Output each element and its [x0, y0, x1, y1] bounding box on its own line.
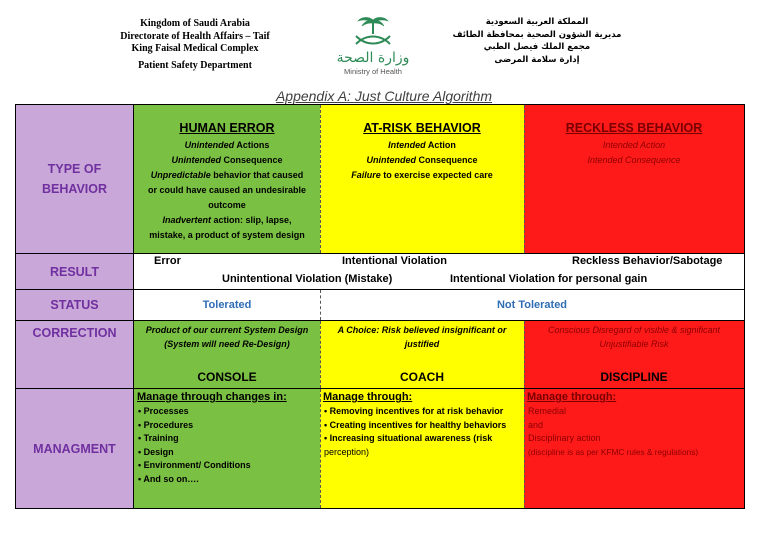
row-label-management: [16, 389, 134, 508]
list-item: • Removing incentives for at risk behavior: [324, 406, 504, 416]
list-item: • Training: [138, 433, 179, 443]
line-emph: Intended: [388, 140, 426, 150]
line-rest: behavior that caused: [210, 170, 304, 180]
logo-english-text: Ministry of Health: [344, 67, 402, 76]
result-unintentional: Unintentional Violation (Mistake): [222, 273, 393, 285]
column-divider: [524, 389, 525, 508]
column-divider: [320, 389, 321, 508]
result-cell: [134, 254, 744, 289]
line-emph: Unintended: [171, 155, 221, 165]
management-atrisk-cell: [320, 389, 524, 508]
reckless-lines: [524, 138, 744, 168]
line-emph: Intended: [602, 140, 638, 150]
header-left-line: Kingdom of Saudi Arabia: [140, 18, 250, 29]
column-divider: [524, 321, 525, 388]
line-rest: action: slip, lapse,: [210, 215, 292, 225]
line-emph: Unpredictable: [150, 170, 211, 180]
reckless-heading: RECKLESS BEHAVIOR: [565, 121, 703, 135]
reckless-cell: [524, 105, 744, 253]
row-label-status: [16, 290, 134, 320]
list-item: and: [528, 419, 544, 430]
management-human-heading: Manage through changes in:: [137, 391, 287, 403]
row-label-result: [16, 254, 134, 289]
line-rest: Consequence: [220, 155, 283, 165]
column-divider: [524, 105, 525, 253]
line-emph: Unintended: [366, 155, 416, 165]
header-left-line: Directorate of Health Affairs – Taif: [120, 30, 270, 42]
list-item: • Creating incentives for healthy behaviors: [324, 419, 507, 430]
row-label-type: [16, 105, 134, 253]
status-not-tolerated: Not Tolerated: [496, 299, 568, 311]
management-atrisk-list: [320, 405, 524, 459]
header-right-block: [452, 16, 622, 66]
row-label-correction-text: CORRECTION: [32, 326, 117, 340]
line-emph: Failure: [351, 170, 381, 180]
document-title: Appendix A: Just Culture Algorithm: [275, 88, 493, 104]
correction-atrisk-cell: [320, 321, 524, 388]
correction-atrisk-action: COACH: [400, 370, 444, 384]
correction-reckless-action: DISCIPLINE: [600, 370, 668, 384]
correction-human-action: CONSOLE: [197, 370, 257, 384]
human-error-cell: [134, 105, 320, 253]
management-reckless-heading: Manage through:: [527, 391, 617, 403]
line-rest: Consequence: [622, 155, 681, 165]
list-item: perception): [324, 446, 370, 457]
header-right-line: إدارة سلامة المرضى: [494, 54, 580, 65]
logo-arabic-text: وزارة الصحة: [336, 50, 410, 66]
list-item: Disciplinary action: [528, 433, 601, 443]
management-reckless-cell: [524, 389, 744, 508]
line-rest: Action: [637, 140, 666, 150]
row-label-management-text: MANAGMENT: [33, 441, 116, 456]
row-label-type-text: TYPE OF BEHAVIOR: [41, 162, 108, 196]
correction-reckless-note: Conscious Disregard of visible & significant Unjustifiable Risk: [547, 325, 721, 349]
human-error-heading: HUMAN ERROR: [179, 121, 275, 135]
result-personal-gain: Intentional Violation for personal gain: [450, 273, 648, 285]
list-item: • And so on….: [138, 473, 199, 484]
at-risk-heading: AT-RISK BEHAVIOR: [363, 121, 481, 135]
list-item: • Procedures: [138, 419, 194, 430]
status-not-tolerated-cell: [320, 290, 744, 320]
line-rest: Action: [425, 140, 456, 150]
management-reckless-list: [524, 405, 744, 459]
column-divider: [320, 321, 321, 388]
line-rest: to exercise expected care: [380, 170, 493, 180]
line-rest: Consequence: [415, 155, 478, 165]
line-emph: Unintended: [184, 140, 235, 150]
line-rest: outcome: [208, 200, 246, 210]
palm-swords-icon: [328, 14, 418, 52]
human-error-lines: [134, 138, 320, 243]
row-label-status-text: STATUS: [50, 298, 99, 312]
ministry-logo: [328, 14, 418, 80]
line-emph: Inadvertent: [162, 215, 211, 225]
list-item: • Environment/ Conditions: [138, 460, 251, 470]
management-human-cell: [134, 389, 320, 508]
row-label-correction: [16, 321, 134, 388]
column-divider: [320, 105, 321, 253]
list-item: Remedial: [528, 406, 567, 416]
header-right-line: مديرية الشؤون الصحية بمحافظة الطائف: [452, 29, 622, 40]
header-left-line: King Faisal Medical Complex: [131, 43, 259, 54]
just-culture-table: [15, 104, 745, 509]
management-human-list: [134, 405, 320, 486]
line-rest: Actions: [234, 140, 270, 150]
at-risk-cell: [320, 105, 524, 253]
at-risk-lines: [320, 138, 524, 183]
management-atrisk-heading: Manage through:: [323, 391, 413, 403]
header-left-line: Patient Safety Department: [138, 59, 252, 71]
list-item: (discipline is as per KFMC rules & regulations): [528, 446, 699, 457]
header-right-line: المملكة العربية السعودية: [485, 17, 589, 27]
status-tolerated-cell: [134, 290, 320, 320]
column-divider: [320, 290, 321, 320]
result-intentional: Intentional Violation: [342, 255, 447, 267]
line-rest: or could have caused an undesirable: [147, 185, 307, 195]
correction-human-note: Product of our current System Design (System will need Re-Design): [145, 325, 309, 349]
header-left-block: [88, 18, 302, 72]
status-tolerated: Tolerated: [202, 299, 252, 311]
list-item: • Processes: [138, 406, 189, 416]
correction-human-cell: [134, 321, 320, 388]
line-emph: Intended: [587, 155, 623, 165]
result-error: Error: [154, 255, 181, 267]
header-right-line: مجمع الملك فيصل الطبي: [483, 42, 591, 52]
list-item: • Design: [138, 446, 174, 457]
line-rest: mistake, a product of system design: [149, 230, 305, 240]
correction-reckless-cell: [524, 321, 744, 388]
list-item: • Increasing situational awareness (risk: [324, 433, 493, 443]
result-reckless: Reckless Behavior/Sabotage: [572, 255, 723, 267]
correction-atrisk-note: A Choice: Risk believed insignificant or justified: [337, 325, 507, 349]
row-label-result-text: RESULT: [49, 264, 100, 279]
